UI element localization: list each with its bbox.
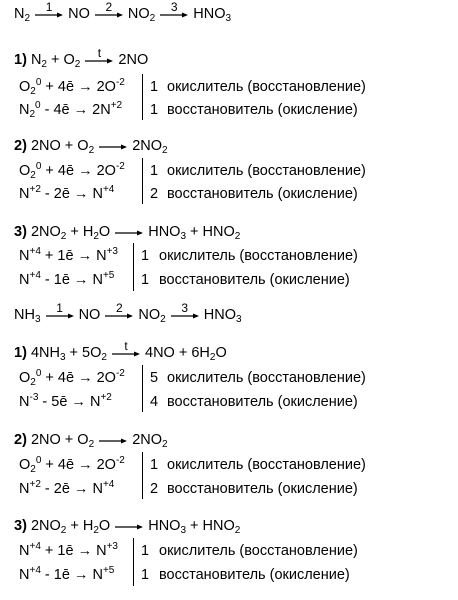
sup: +4	[29, 270, 41, 281]
sub: 2	[93, 231, 99, 242]
arrow	[114, 222, 144, 242]
role: восстановитель (окисление)	[159, 567, 350, 583]
sub: 2	[88, 439, 95, 450]
term: N	[30, 52, 42, 68]
sub: 2	[234, 525, 241, 536]
term: 2NO + O	[30, 432, 89, 448]
sub: 3	[180, 231, 187, 242]
sup: +2	[100, 392, 112, 403]
sup: +4	[102, 479, 115, 490]
term: HNO	[148, 518, 181, 534]
sub: 2	[30, 464, 36, 475]
sup: 0	[35, 161, 42, 172]
coefficient: 5	[150, 370, 159, 386]
sup: -2	[115, 368, 125, 379]
heat-arrow	[111, 339, 141, 363]
role: окислитель (восстановление)	[159, 248, 358, 264]
reaction-number: 1)	[14, 345, 27, 361]
separator	[142, 365, 143, 412]
arrow	[98, 430, 128, 450]
role: восстановитель (окисление)	[167, 102, 358, 118]
el: N	[19, 394, 30, 410]
mid: - 1ē → N	[40, 567, 103, 583]
reaction-number: 2)	[14, 138, 27, 154]
sup: -2	[115, 161, 125, 172]
role: окислитель (восстановление)	[167, 163, 366, 179]
reaction-number: 2)	[14, 432, 27, 448]
term: O	[215, 345, 227, 361]
sup: +5	[102, 565, 115, 576]
term: O	[98, 224, 111, 240]
r3a-equation	[14, 222, 240, 242]
separator	[133, 243, 134, 291]
mid: - 1ē → N	[40, 272, 103, 288]
r4-equation	[14, 339, 227, 363]
term: + H	[66, 224, 94, 240]
coefficient: 1	[141, 272, 150, 288]
el: N	[19, 186, 30, 202]
sup: 0	[35, 77, 42, 88]
role: окислитель (восстановление)	[159, 543, 358, 559]
arrow-label: 2	[105, 0, 113, 14]
arrow-label: t	[124, 339, 128, 353]
separator	[133, 538, 134, 586]
term: HNO	[148, 224, 181, 240]
mid: + 4ē → 2O	[41, 457, 116, 473]
mid: + 4ē → 2O	[41, 79, 116, 95]
chain1-no: NO	[68, 6, 90, 22]
chain1-no2: NO	[127, 6, 150, 22]
coefficient: 1	[150, 102, 159, 118]
sub: 2	[24, 13, 31, 24]
el: N	[19, 543, 30, 559]
term: O	[63, 52, 75, 68]
sup: +4	[102, 184, 115, 195]
el: N	[19, 102, 30, 118]
role: восстановитель (окисление)	[167, 186, 358, 202]
sub: 2	[149, 13, 156, 24]
r1-equation	[14, 46, 149, 70]
sup: +4	[29, 541, 41, 552]
sup: +2	[110, 100, 123, 111]
sup: +4	[29, 246, 41, 257]
term: + 5O	[65, 345, 102, 361]
coefficient: 1	[150, 79, 159, 95]
sup: +4	[29, 565, 41, 576]
sup: -2	[115, 455, 125, 466]
chain2-no: NO	[78, 307, 101, 323]
sub: 2	[234, 231, 241, 242]
sub: 2	[209, 352, 216, 363]
coefficient: 1	[150, 163, 159, 179]
sub: 2	[88, 145, 95, 156]
role: восстановитель (окисление)	[167, 481, 358, 497]
arrow-3	[159, 0, 189, 24]
sub: 2	[160, 314, 166, 325]
arrow	[98, 136, 128, 156]
term: +	[46, 52, 64, 68]
arrow-label: t	[97, 46, 102, 60]
r2a-equation	[14, 136, 168, 156]
term: 2NO + O	[30, 138, 89, 154]
el: O	[19, 370, 31, 386]
sub: 3	[180, 525, 187, 536]
role: восстановитель (окисление)	[159, 272, 350, 288]
term: 2NO	[132, 138, 163, 154]
role: окислитель (восстановление)	[167, 370, 366, 386]
chain1-n2: N	[14, 6, 25, 22]
coefficient: 2	[150, 481, 159, 497]
chain2-no2: NO	[138, 307, 161, 323]
term: O	[98, 518, 111, 534]
arrow-2	[104, 301, 134, 325]
mid: - 2ē → N	[40, 186, 103, 202]
el: N	[19, 248, 30, 264]
sub: 2	[30, 377, 36, 388]
r2b-equation	[14, 430, 168, 450]
coefficient: 4	[150, 394, 159, 410]
sub: 3	[225, 13, 232, 24]
coefficient: 1	[141, 248, 150, 264]
chain-2	[14, 301, 242, 325]
chain2-hno3: HNO	[203, 307, 236, 323]
arrow-3	[170, 301, 200, 325]
term: 2NO	[30, 518, 61, 534]
sub: 3	[236, 314, 242, 325]
sup: 0	[35, 100, 41, 111]
sup: +2	[29, 479, 41, 490]
el: O	[19, 163, 31, 179]
term: 2NO	[118, 52, 149, 68]
reaction-number: 3)	[14, 224, 27, 240]
sub: 2	[162, 439, 168, 450]
chain1-hno3: HNO	[193, 6, 226, 22]
el: N	[19, 272, 30, 288]
arrow-1	[45, 301, 75, 325]
mid: - 4ē → 2N	[40, 102, 111, 118]
arrow-label: 2	[116, 301, 123, 315]
role: окислитель (восстановление)	[167, 79, 366, 95]
term: 4NH	[30, 345, 60, 361]
sub: 2	[74, 59, 81, 70]
mid: - 5ē → N	[38, 394, 101, 410]
sub: 3	[59, 352, 66, 363]
coefficient: 1	[141, 567, 150, 583]
separator	[142, 452, 143, 499]
term: 4NO + 6H	[145, 345, 210, 361]
chain-1	[14, 0, 232, 24]
arrow-label: 1	[56, 301, 63, 315]
term: + H	[66, 518, 94, 534]
arrow-label: 3	[181, 301, 189, 315]
r3b-equation	[14, 516, 240, 536]
role: восстановитель (окисление)	[167, 394, 358, 410]
sup: +3	[106, 246, 118, 257]
term: 2NO	[30, 224, 61, 240]
sub: 2	[29, 109, 36, 120]
sub: 3	[34, 314, 41, 325]
sub: 2	[162, 145, 168, 156]
sup: +2	[29, 184, 41, 195]
sub: 2	[60, 231, 67, 242]
sup: 0	[35, 455, 42, 466]
heat-arrow	[84, 46, 114, 70]
el: O	[19, 79, 31, 95]
separator	[142, 158, 143, 204]
term: + HNO	[186, 518, 235, 534]
arrow-2	[94, 0, 124, 24]
mid: - 2ē → N	[40, 481, 103, 497]
arrow-1	[34, 0, 64, 24]
sub: 2	[30, 170, 36, 181]
coefficient: 2	[150, 186, 159, 202]
sub: 2	[41, 59, 47, 70]
mid: + 1ē → N	[40, 248, 107, 264]
sup: -2	[115, 77, 125, 88]
sub: 2	[101, 352, 107, 363]
coefficient: 1	[141, 543, 150, 559]
sup: -3	[29, 392, 39, 403]
arrow-label: 1	[45, 0, 53, 14]
chain2-nh3: NH	[14, 307, 35, 323]
reaction-number: 1)	[14, 52, 27, 68]
sup: +3	[106, 541, 118, 552]
el: N	[19, 567, 30, 583]
term: + HNO	[186, 224, 235, 240]
mid: + 4ē → 2O	[41, 163, 116, 179]
mid: + 1ē → N	[40, 543, 107, 559]
el: N	[19, 481, 30, 497]
sub: 2	[93, 525, 99, 536]
coefficient: 1	[150, 457, 159, 473]
sub: 2	[30, 86, 36, 97]
sup: +5	[102, 270, 115, 281]
reaction-number: 3)	[14, 518, 27, 534]
term: 2NO	[132, 432, 163, 448]
role: окислитель (восстановление)	[167, 457, 366, 473]
el: O	[19, 457, 31, 473]
separator	[142, 74, 143, 120]
arrow	[114, 516, 144, 536]
arrow-label: 3	[170, 0, 178, 14]
sub: 2	[60, 525, 67, 536]
mid: + 4ē → 2O	[41, 370, 116, 386]
sup: 0	[35, 368, 42, 379]
